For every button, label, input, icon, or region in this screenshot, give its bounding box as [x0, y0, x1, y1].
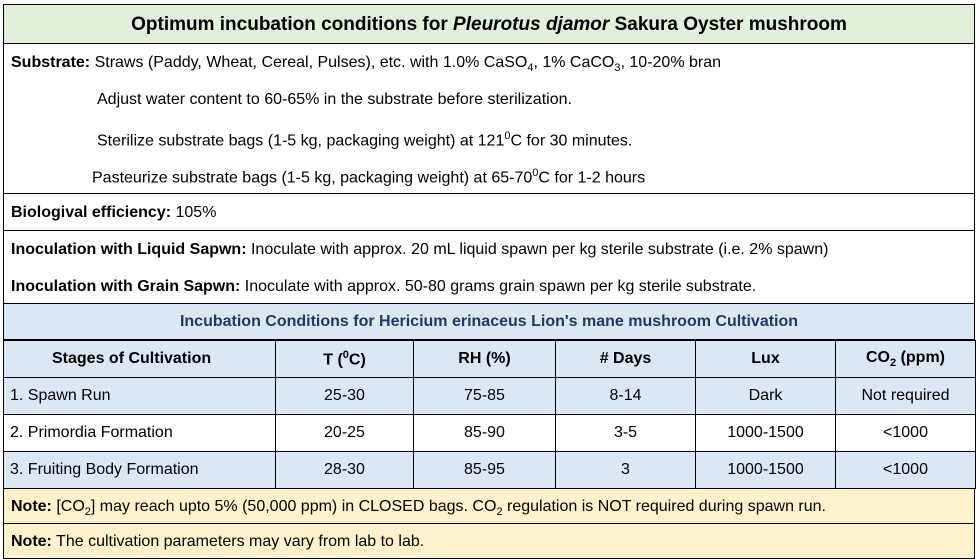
rh-cell: 75-85: [414, 378, 556, 415]
co2-cell: <1000: [836, 415, 976, 452]
note1-c: regulation is NOT required during spawn run.: [502, 498, 826, 515]
note1-b: ] may reach upto 5% (50,000 ppm) in CLOSED bags. CO: [90, 498, 497, 515]
lux-cell: Dark: [696, 378, 836, 415]
degree-superscript: 0: [504, 130, 511, 142]
inoc-liquid-text: Inoculate with approx. 20 mL liquid spawn per kg sterile substrate (i.e. 2% spawn): [246, 241, 829, 258]
note1-a: [CO: [51, 498, 85, 515]
note-label: Note:: [11, 533, 52, 550]
inoc-liquid-label: Inoculation with Liquid Sapwn:: [11, 241, 247, 258]
inoc-grain-label: Inoculation with Grain Sapwn:: [11, 278, 241, 295]
pasteurize-text: Pasteurize substrate bags (1-5 kg, packaging weight) at 65-70: [92, 169, 533, 187]
note-co2: [3, 489, 975, 524]
rh-cell: 85-90: [414, 415, 556, 452]
inoc-grain-text: Inoculate with approx. 50-80 grams grain spawn per kg sterile substrate.: [240, 278, 757, 295]
days-cell: 3: [556, 452, 696, 489]
header-co2: [836, 341, 976, 378]
degree-superscript: 0: [342, 348, 349, 361]
bio-label: Biologival efficiency:: [11, 204, 172, 221]
pasteurize-line: [4, 155, 974, 192]
days-cell: 3-5: [556, 415, 696, 452]
lux-cell: 1000-1500: [696, 452, 836, 489]
substrate-section: [3, 44, 975, 194]
title-prefix: Optimum incubation conditions for: [131, 14, 454, 35]
temp-cell: 28-30: [276, 452, 414, 489]
caco3-subscript: 3: [614, 62, 621, 75]
pasteurize-end: C for 1-2 hours: [538, 169, 646, 187]
cultivation-sheet: [3, 4, 975, 559]
temp-cell: 25-30: [276, 378, 414, 415]
co2-subscript: 2: [84, 506, 91, 519]
table-row: [4, 378, 976, 415]
co2-cell: Not required: [836, 378, 976, 415]
co2-cell: <1000: [836, 452, 976, 489]
substrate-label: Substrate:: [11, 54, 91, 71]
table-row: [4, 415, 976, 452]
stage-cell: 3. Fruiting Body Formation: [4, 452, 276, 489]
substrate-end: , 10-20% bran: [620, 54, 722, 71]
table-row: [4, 452, 976, 489]
sterilize-line: [4, 118, 974, 155]
sterilize-text: Sterilize substrate bags (1-5 kg, packaging weight) at 121: [97, 132, 505, 150]
sheet-title: [3, 4, 975, 44]
bio-value: 105%: [171, 204, 217, 221]
header-co2-a: CO: [866, 348, 890, 366]
rh-cell: 85-95: [414, 452, 556, 489]
substrate-line: [4, 44, 974, 81]
note-label: Note:: [11, 498, 52, 515]
co2-subscript: 2: [496, 506, 503, 519]
header-rh: RH (%): [414, 341, 556, 378]
header-stage: Stages of Cultivation: [4, 341, 276, 378]
note-parameters: [3, 524, 975, 559]
substrate-mid: , 1% CaCO: [533, 54, 615, 71]
sterilize-end: C for 30 minutes.: [510, 132, 633, 150]
temp-cell: 20-25: [276, 415, 414, 452]
days-cell: 8-14: [556, 378, 696, 415]
table-header-row: [4, 341, 976, 378]
stage-cell: 2. Primordia Formation: [4, 415, 276, 452]
stage-cell: 1. Spawn Run: [4, 378, 276, 415]
header-lux: Lux: [696, 341, 836, 378]
inoc-grain-line: [4, 268, 974, 305]
water-line: Adjust water content to 60-65% in the substrate before sterilization.: [97, 91, 572, 108]
title-species: Pleurotus djamor: [453, 14, 610, 35]
biological-efficiency: [3, 194, 975, 231]
inoculation-section: [3, 231, 975, 304]
conditions-table: [3, 340, 976, 489]
degree-superscript: 0: [532, 167, 539, 179]
inoc-liquid-line: [4, 231, 974, 268]
header-temp-a: T (: [323, 351, 343, 369]
header-temp: [276, 341, 414, 378]
lux-cell: 1000-1500: [696, 415, 836, 452]
substrate-text: Straws (Paddy, Wheat, Cereal, Pulses), etc. with 1.0% CaSO: [90, 54, 528, 71]
table-title: Incubation Conditions for Hericium erinaceus Lion's mane mushroom Cultivation: [3, 304, 975, 340]
co2-subscript: 2: [890, 357, 897, 370]
header-temp-b: C): [348, 351, 366, 369]
caso4-subscript: 4: [527, 62, 534, 75]
title-suffix: Sakura Oyster mushroom: [609, 14, 847, 35]
note2-text: The cultivation parameters may vary from lab to lab.: [51, 533, 425, 550]
header-days: # Days: [556, 341, 696, 378]
header-co2-b: (ppm): [896, 348, 945, 366]
